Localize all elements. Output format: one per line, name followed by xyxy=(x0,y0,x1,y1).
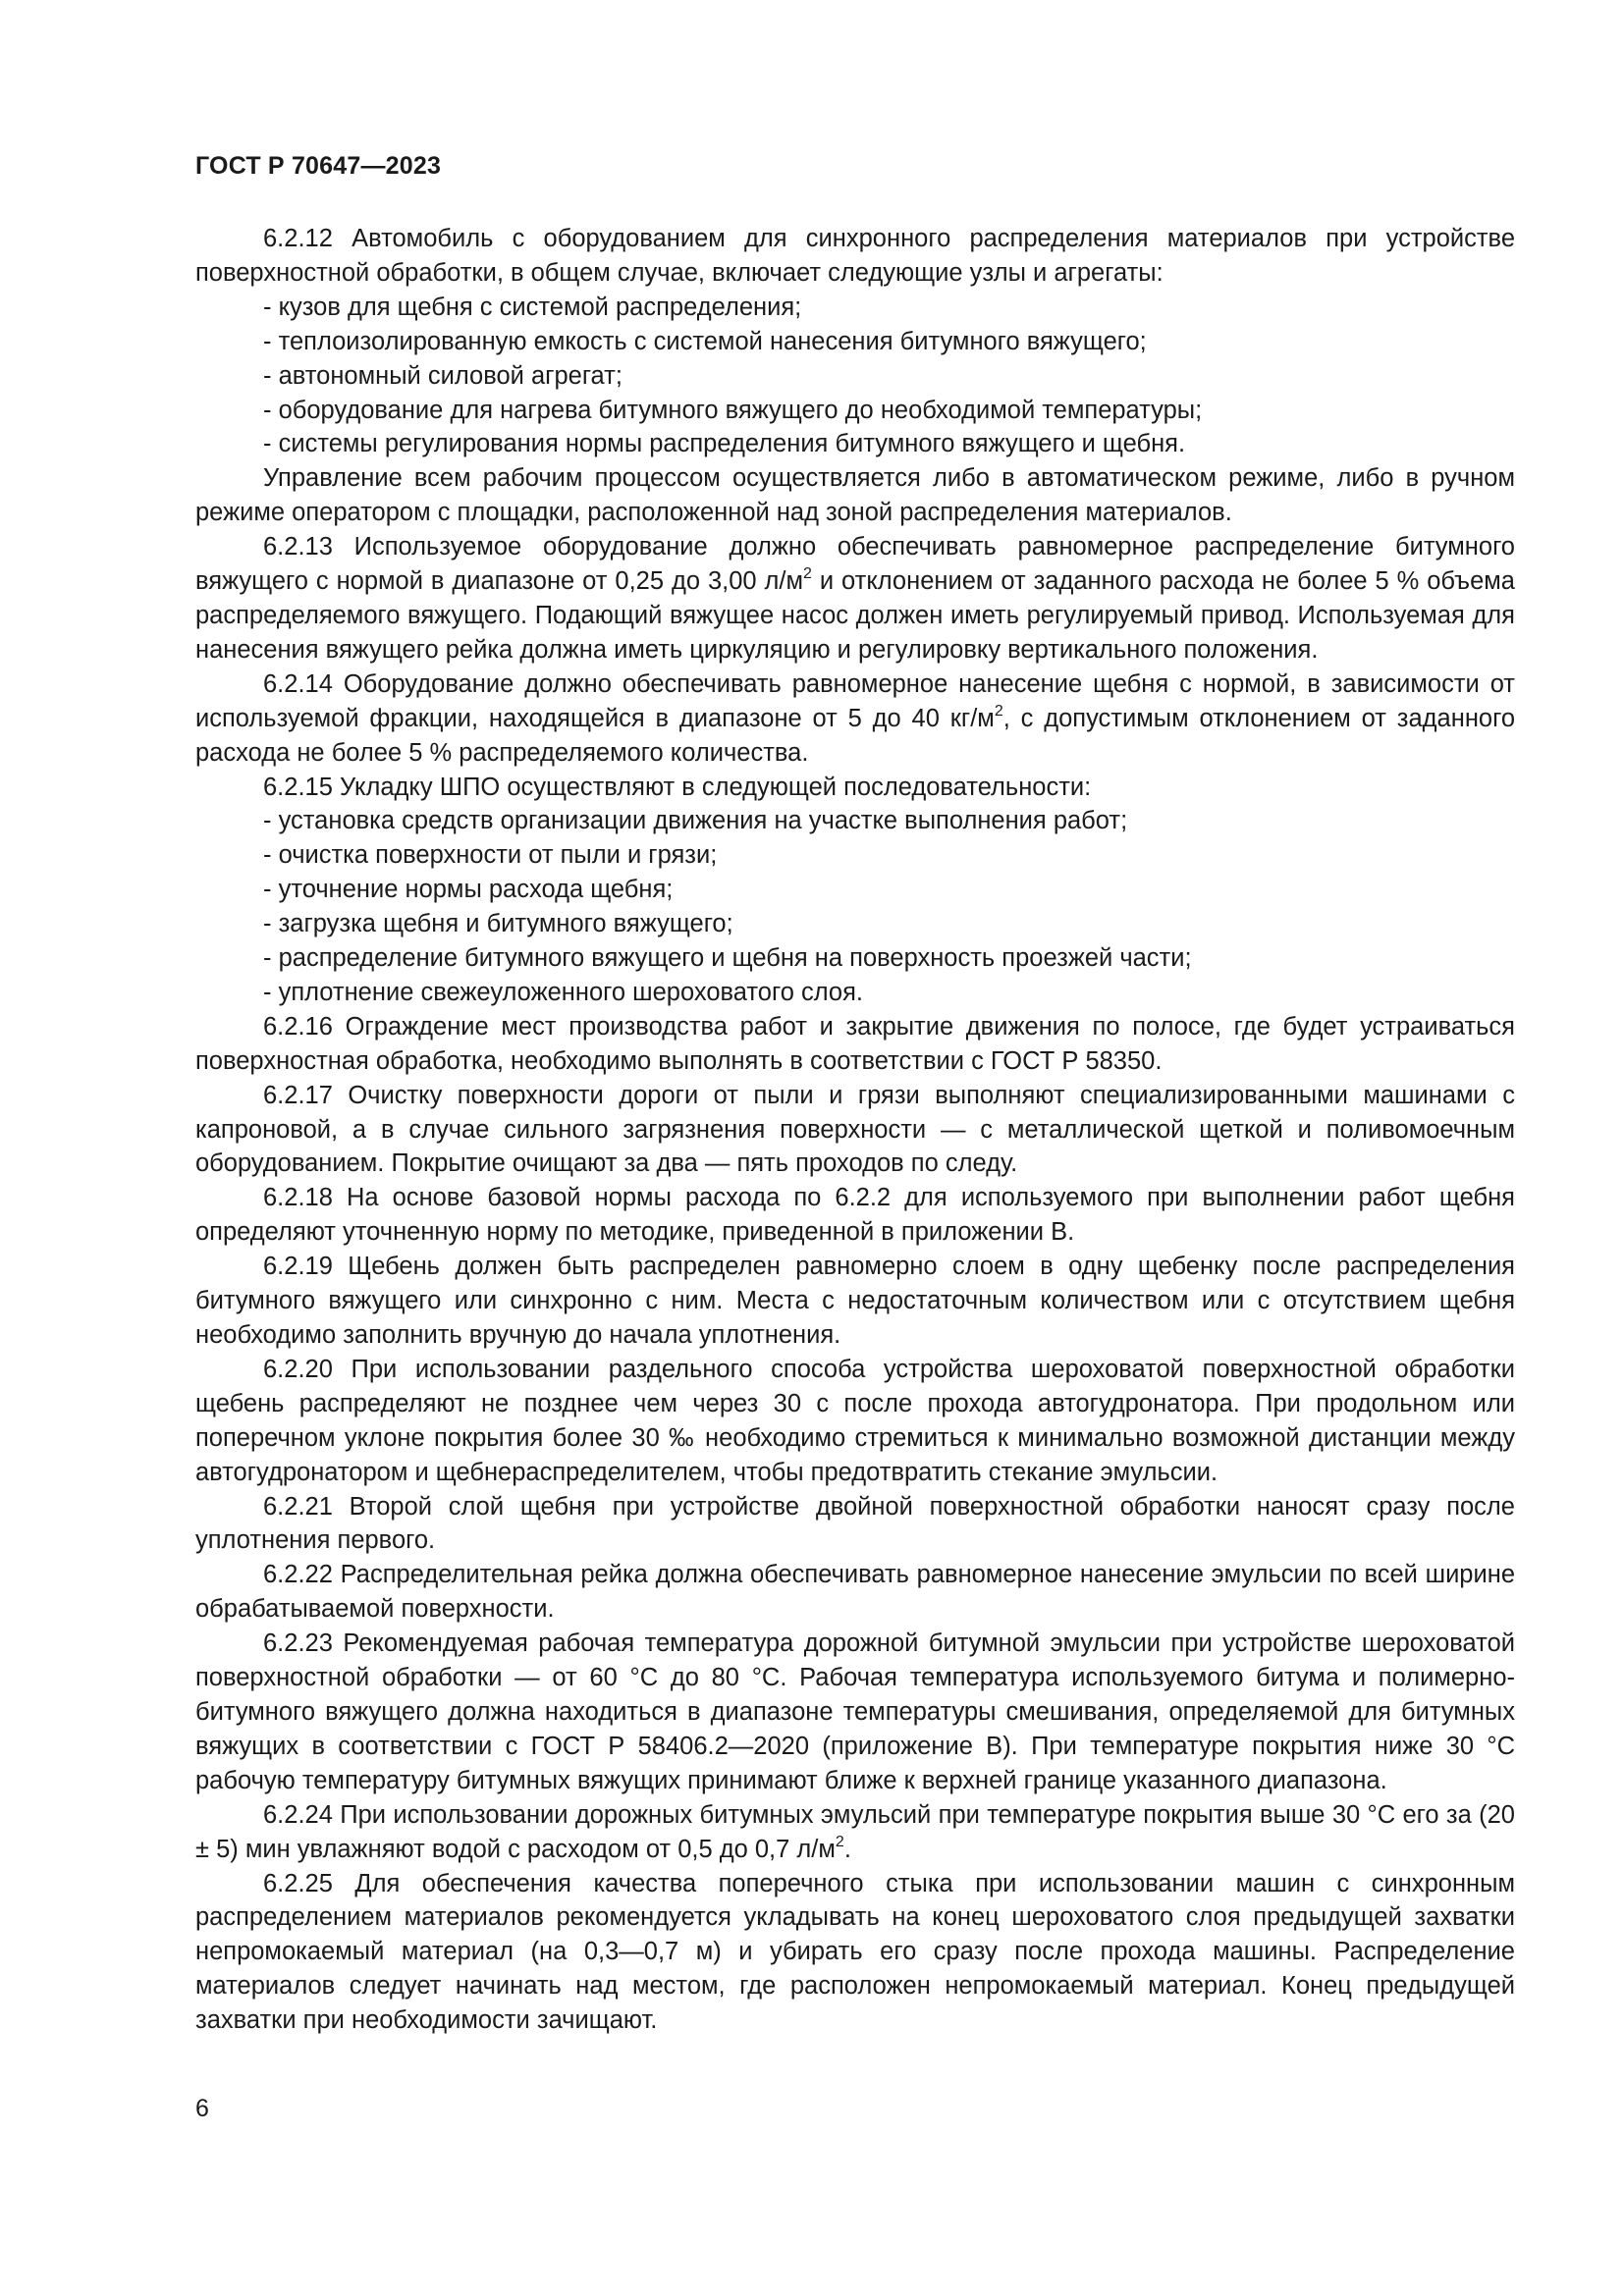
paragraph-6-2-16: 6.2.16 Ограждение мест производства работ и закрытие движения по полосе, где будет устраиваться поверхностная обработка, необходимо выполнять в соответствии с ГОСТ Р 58350. xyxy=(195,1012,1515,1075)
paragraph-text: 6.2.24 При использовании дорожных битумных эмульсий при температуре покрытия выше 30 °С его за (20 ± 5) мин увлажняют водой с расходом от 0,5 до 0,7 л/м xyxy=(195,1800,1515,1863)
list-item: - установка средств организации движения на участке выполнения работ; xyxy=(263,807,1128,835)
paragraph-control: Управление всем рабочим процессом осуществляется либо в автоматическом режиме, либо в ручном режиме оператором с площадки, расположенной над зоной распределения материалов. xyxy=(195,464,1515,527)
list-item: - распределение битумного вяжущего и щебня на поверхность проезжей части; xyxy=(263,944,1192,973)
list-item: - уплотнение свежеуложенного шероховатого слоя. xyxy=(263,978,863,1006)
list-item: - загрузка щебня и битумного вяжущего; xyxy=(263,910,733,938)
list-item: - уточнение нормы расхода щебня; xyxy=(263,876,674,904)
paragraph-6-2-22: 6.2.22 Распределительная рейка должна обеспечивать равномерное нанесение эмульсии по всей ширине обрабатываемой поверхности. xyxy=(195,1561,1515,1624)
page-number: 6 xyxy=(195,2095,209,2122)
paragraph-6-2-15: 6.2.15 Укладку ШПО осуществляют в следующей последовательности: xyxy=(263,773,1092,801)
document-body xyxy=(195,222,1515,2038)
paragraph-text: и отклонением от заданного расхода не более 5 % объема распределяемого вяжущего. Подающий вяжущее насос должен иметь регулируемый привод. Используемая для нанесения вяжущего рейка должна иметь циркуляцию и регулировку вертикального положения. xyxy=(195,567,1515,664)
list-item: - оборудование для нагрева битумного вяжущего до необходимой температуры; xyxy=(263,396,1203,424)
paragraph-6-2-25: 6.2.25 Для обеспечения качества поперечного стыка при использовании машин с синхронным распределением материалов рекомендуется укладывать на конец шероховатого слоя предыдущей захватки непромокаемый материал (на 0,3—0,7 м) и убирать его сразу после прохода машины. Распределение материалов следует начинать над местом, где расположен непромокаемый материал. Конец предыдущей захватки при необходимости зачищают. xyxy=(195,1869,1515,2035)
paragraph-6-2-18: 6.2.18 На основе базовой нормы расхода по 6.2.2 для используемого при выполнении работ щебня определяют уточненную норму по методике, приведенной в приложении В. xyxy=(195,1184,1515,1247)
paragraph-6-2-13 xyxy=(195,530,1515,667)
paragraph-6-2-17: 6.2.17 Очистку поверхности дороги от пыли и грязи выполняют специализированными машинами с капроновой, а в случае сильного загрязнения поверхности — с металлической щеткой и поливомоечным оборудованием. Покрытие очищают за два — пять проходов по следу. xyxy=(195,1081,1515,1178)
paragraph-6-2-23: 6.2.23 Рекомендуемая рабочая температура дорожной битумной эмульсии при устройстве шероховатой поверхностной обработки — от 60 °С до 80 °С. Рабочая температура используемого битума и полимерно-битумного вяжущего должна находиться в диапазоне температуры смешивания, определяемой для битумных вяжущих в соответствии с ГОСТ Р 58406.2—2020 (приложение В). При температуре покрытия ниже 30 °С рабочую температуру битумных вяжущих принимают ближе к верхней границе указанного диапазона. xyxy=(195,1629,1515,1794)
superscript: 2 xyxy=(835,1833,844,1850)
paragraph-6-2-12: 6.2.12 Автомобиль с оборудованием для синхронного распределения материалов при устройстве поверхностной обработки, в общем случае, включает следующие узлы и агрегаты: xyxy=(195,225,1515,287)
list-item: - кузов для щебня с системой распределения; xyxy=(263,293,802,321)
paragraph-6-2-19: 6.2.19 Щебень должен быть распределен равномерно слоем в одну щебенку после распределения битумного вяжущего или синхронно с ним. Места с недостаточным количеством или с отсутствием щебня необходимо заполнить вручную до начала уплотнения. xyxy=(195,1253,1515,1349)
paragraph-6-2-21: 6.2.21 Второй слой щебня при устройстве двойной поверхностной обработки наносят сразу после уплотнения первого. xyxy=(195,1492,1515,1555)
paragraph-text: . xyxy=(843,1835,851,1863)
list-item: - очистка поверхности от пыли и грязи; xyxy=(263,841,718,870)
superscript: 2 xyxy=(994,702,1003,720)
paragraph-text: 6.2.13 Используемое оборудование должно обеспечивать равномерное распределение битумного вяжущего с нормой в диапазоне от 0,25 до 3,00 л/м xyxy=(195,533,1515,596)
list-item: - автономный силовой агрегат; xyxy=(263,361,623,390)
paragraph-text: , с допустимым отклонением от заданного расхода не более 5 % распределяемого количества. xyxy=(195,704,1515,767)
paragraph-6-2-14 xyxy=(195,667,1515,771)
superscript: 2 xyxy=(803,565,812,583)
paragraph-6-2-20: 6.2.20 При использовании раздельного способа устройства шероховатой поверхностной обработки щебень распределяют не позднее чем через 30 с после прохода автогудронатора. При продольном или поперечном уклоне покрытия более 30 ‰ необходимо стремиться к минимально возможной дистанции между автогудронатором и щебнераспределителем, чтобы предотвратить стекание эмульсии. xyxy=(195,1355,1515,1486)
document-header: ГОСТ Р 70647—2023 xyxy=(195,152,442,180)
list-item: - теплоизолированную емкость с системой нанесения битумного вяжущего; xyxy=(263,327,1147,355)
paragraph-6-2-24 xyxy=(195,1798,1515,1867)
list-item: - системы регулирования нормы распределения битумного вяжущего и щебня. xyxy=(263,430,1186,458)
paragraph-text: 6.2.14 Оборудование должно обеспечивать равномерное нанесение щебня с нормой, в зависимости от используемой фракции, находящейся в диапазоне от 5 до 40 кг/м xyxy=(195,669,1515,732)
